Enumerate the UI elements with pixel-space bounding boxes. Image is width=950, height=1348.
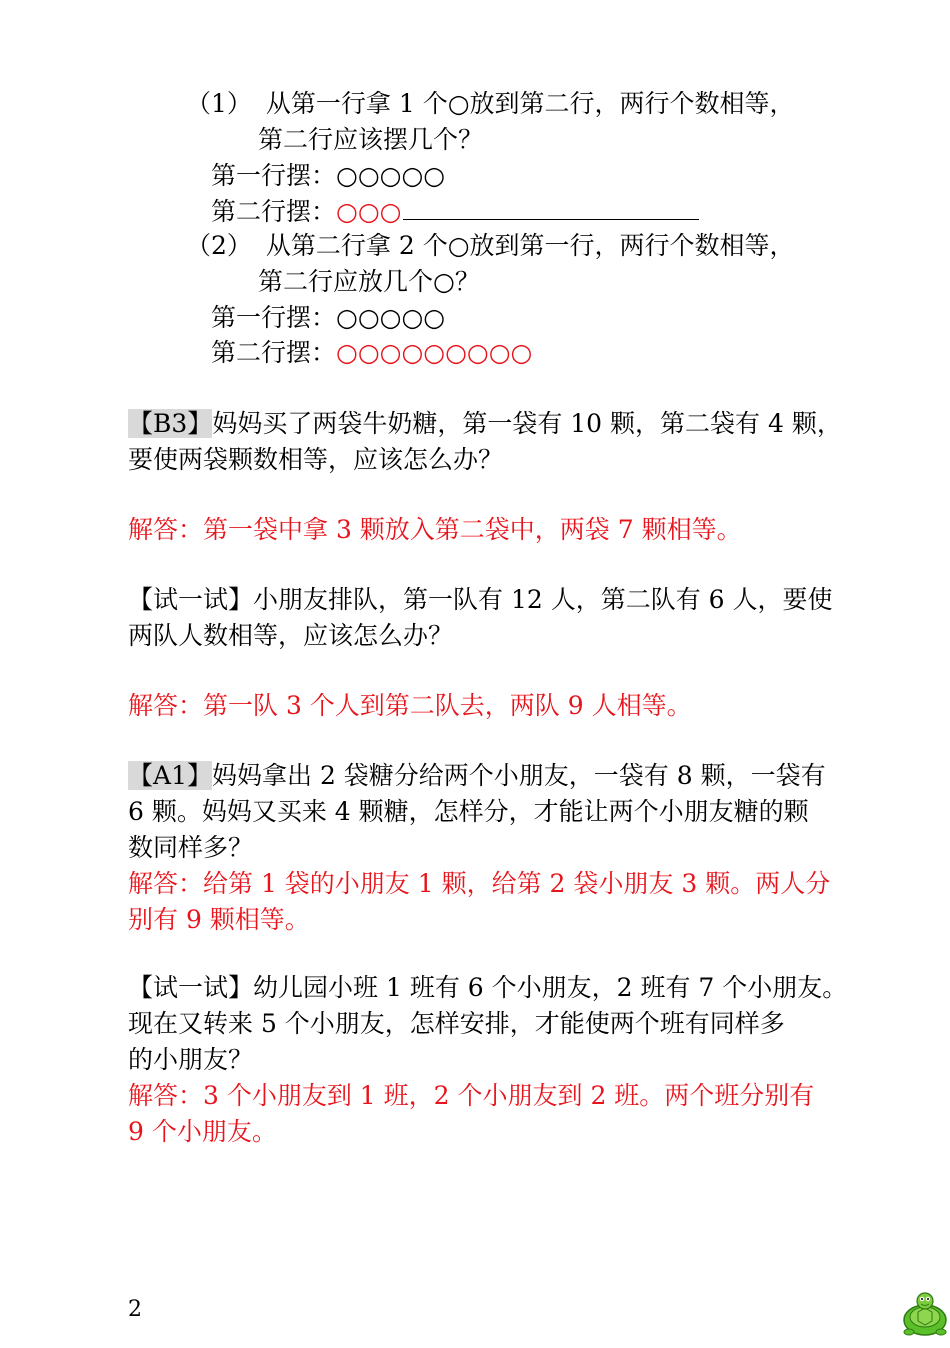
- try1-answer: 解答：第一队 3 个人到第二队去，两队 9 人相等。: [128, 691, 692, 720]
- q1-row2: [211, 194, 699, 230]
- q2-row2: [211, 335, 532, 371]
- q2-label: （2）: [186, 231, 252, 260]
- q1-row2-label: 第二行摆：: [211, 197, 337, 226]
- try2-line1: [128, 970, 847, 1006]
- q2-text2: 第二行应放几个○？: [258, 267, 480, 296]
- try1-line1: [128, 582, 833, 618]
- q1-line: [186, 86, 795, 122]
- a1-tag: [128, 761, 212, 790]
- page-number: 2: [128, 1297, 142, 1322]
- q1-text2: 第二行应该摆几个？: [258, 125, 484, 154]
- a1-tag-open: 【: [128, 761, 154, 790]
- b3-line1: [128, 406, 842, 442]
- b3-tag-close: 】: [187, 409, 213, 438]
- try2-line3: 的小朋友？: [128, 1045, 254, 1074]
- b3-tag: [128, 409, 212, 438]
- a1-line3: 数同样多？: [128, 833, 254, 862]
- a1-line1: [128, 758, 826, 794]
- q1-row1-label: 第一行摆：: [211, 161, 337, 190]
- try2-text1: 幼儿园小班 1 班有 6 个小朋友，2 班有 7 个小朋友。: [253, 973, 848, 1002]
- a1-answer1: 解答：给第 1 袋的小朋友 1 颗，给第 2 袋小朋友 3 颗。两人分: [128, 869, 831, 898]
- try2-answer2: 9 个小朋友。: [128, 1117, 277, 1146]
- b3-tag-open: 【: [128, 409, 154, 438]
- q2-text: 从第二行拿 2 个○放到第一行，两行个数相等，: [265, 231, 795, 260]
- try1-text1: 小朋友排队，第一队有 12 人，第二队有 6 人，要使: [253, 585, 833, 614]
- b3-answer: 解答：第一袋中拿 3 颗放入第二袋中，两袋 7 颗相等。: [128, 515, 742, 544]
- a1-line2: 6 颗。妈妈又买来 4 颗糖，怎样分，才能让两个小朋友糖的颗: [128, 797, 809, 826]
- q2-line: [186, 228, 795, 264]
- a1-tag-close: 】: [186, 761, 212, 790]
- b3-tag-text: B3: [153, 409, 188, 438]
- try2-line2: 现在又转来 5 个小朋友，怎样安排，才能使两个班有同样多: [128, 1009, 785, 1038]
- a1-answer2: 别有 9 颗相等。: [128, 905, 310, 934]
- q2-row1: [211, 300, 445, 336]
- q1-row1-circles: ○○○○○: [336, 161, 446, 190]
- try2-tag: 【试一试】: [128, 973, 254, 1002]
- a1-text1: 妈妈拿出 2 袋糖分给两个小朋友，一袋有 8 颗，一袋有: [212, 761, 826, 790]
- q2-row2-label: 第二行摆：: [211, 338, 337, 367]
- q2-row1-circles: ○○○○○: [336, 303, 446, 332]
- a1-tag-text: A1: [153, 761, 187, 790]
- q2-row1-label: 第一行摆：: [211, 303, 337, 332]
- q2-row2-circles: ○○○○○○○○○: [336, 338, 533, 367]
- try1-tag: 【试一试】: [128, 585, 254, 614]
- q1-row1: [211, 158, 445, 194]
- b3-text1: 妈妈买了两袋牛奶糖，第一袋有 10 颗，第二袋有 4 颗，: [212, 409, 842, 438]
- q1-label: （1）: [186, 89, 252, 118]
- q1-answer-blank: [403, 195, 699, 220]
- q1-text: 从第一行拿 1 个○放到第二行，两行个数相等，: [265, 89, 795, 118]
- b3-line2: 要使两袋颗数相等，应该怎么办？: [128, 445, 504, 474]
- try1-line2: 两队人数相等，应该怎么办？: [128, 621, 454, 650]
- turtle-icon: [900, 1290, 950, 1340]
- try2-answer1: 解答：3 个小朋友到 1 班，2 个小朋友到 2 班。两个班分别有: [128, 1081, 815, 1110]
- q1-row2-circles: ○○○: [336, 197, 402, 226]
